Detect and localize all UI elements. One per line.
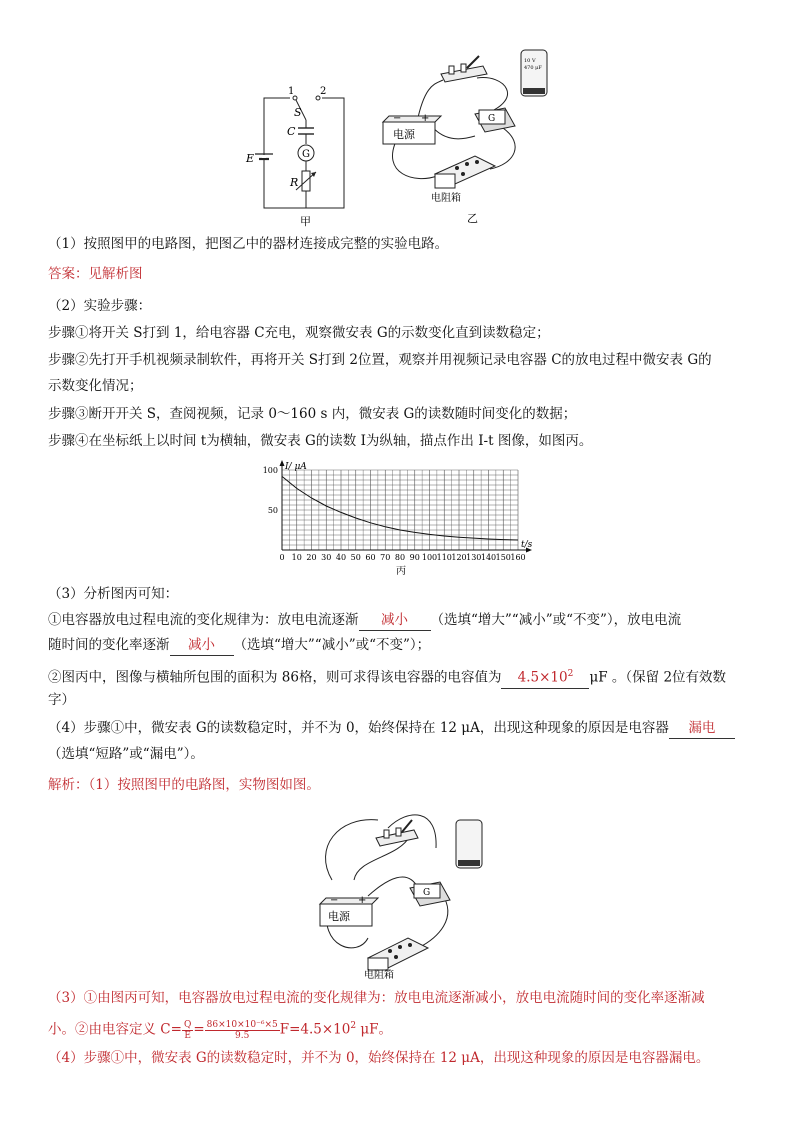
caption-yi: 乙 — [467, 212, 478, 225]
frac-calc — [205, 1020, 280, 1041]
frac-q-over-u — [182, 1020, 193, 1041]
q3-l1-post: （选填“增大”“减小”或“不变”），放电电流 — [430, 612, 682, 628]
y-tick-label: 100 — [262, 466, 278, 475]
unit-end: μF。 — [356, 1021, 393, 1038]
q3-l3-pre: ②图丙中，图像与横轴所包围的面积为 86格，则可求得该电容器的电容值为 — [48, 669, 502, 686]
an-meter-label: G — [423, 888, 431, 898]
unit-f: F=4.5×10 — [279, 1021, 351, 1038]
q3-line2 — [48, 635, 430, 656]
q3-line4: 字） — [48, 692, 75, 708]
power-minus: − — [393, 113, 402, 124]
q3-blank2: 减小 — [170, 635, 234, 656]
label-pos1: 1 — [288, 86, 295, 97]
svg-text:−: − — [330, 895, 339, 906]
analysis-a3-l2 — [48, 1016, 392, 1041]
x-tick-label: 90 — [409, 553, 420, 562]
analysis-physical-figure — [318, 808, 498, 980]
physical-setup-yi — [375, 44, 565, 226]
q2-step1: 步骤①将开关 S打到 1，给电容器 C充电，观察微安表 G的示数变化直到读数稳定； — [48, 325, 550, 341]
x-tick-label: 20 — [306, 553, 317, 562]
q3-l2-pre: 随时间的变化率逐渐 — [48, 637, 170, 653]
y-axis-arrow — [280, 460, 285, 466]
y-tick-label: 50 — [267, 506, 278, 515]
q3-l1-pre: ①电容器放电过程电流的变化规律为：放电电流逐渐 — [48, 612, 359, 628]
q3-line3 — [48, 664, 726, 689]
an-box-label: 电阻箱 — [364, 970, 394, 980]
q2-step3: 步骤③断开开关 S，查阅视频，记录 0～160 s 内，微安表 G的读数随时间变化的数据； — [48, 406, 577, 422]
x-tick-label: 80 — [394, 553, 406, 562]
x-tick-label: 0 — [279, 553, 285, 562]
x-tick-label: 70 — [380, 553, 391, 562]
cap-label: 10 V 470 μF — [524, 58, 542, 71]
label-galvanometer: G — [302, 149, 310, 160]
y-axis-label: I/ μA — [285, 462, 307, 472]
q3-blank3-sup: 2 — [567, 669, 574, 679]
q3-blank3-val: 4.5×10 — [517, 669, 568, 686]
x-tick-label: 160 — [510, 553, 526, 562]
x-tick-label: 150 — [495, 553, 511, 562]
label-capacitor: C — [287, 125, 296, 138]
unit-sup: 2 — [350, 1021, 357, 1031]
q4-blank: 漏电 — [669, 718, 735, 739]
power-plus: + — [421, 113, 430, 124]
x-tick-label: 120 — [451, 553, 467, 562]
svg-text:+: + — [358, 895, 367, 906]
q4-line2: （选填“短路”或“漏电”）。 — [48, 746, 204, 762]
q4-line1 — [48, 718, 735, 739]
label-resistor: R — [290, 176, 299, 189]
analysis-a4: （4）步骤①中，微安表 G的读数稳定时，并不为 0，始终保持在 12 μA，出现这种现象的原因是电容器漏电。 — [48, 1050, 710, 1066]
circuit-diagram-jia — [240, 80, 360, 228]
q3-line1 — [48, 610, 681, 631]
frac1-den: E — [184, 1030, 191, 1041]
q3-blank1: 减小 — [359, 610, 431, 631]
frac2-num: 86×10×10⁻⁶×5 — [206, 1019, 278, 1030]
label-pos2: 2 — [320, 86, 327, 97]
q3-heading: （3）分析图丙可知： — [48, 586, 179, 602]
q3-l2-post: （选填“增大”“减小”或“不变”）； — [233, 637, 431, 653]
eq-sign: = — [193, 1021, 205, 1038]
q2-step2b: 示数变化情况； — [48, 378, 143, 394]
a3-l2-pre: 小。②由电容定义 C= — [48, 1021, 182, 1038]
x-tick-label: 40 — [335, 553, 347, 562]
x-tick-label: 30 — [321, 553, 332, 562]
x-tick-label: 60 — [365, 553, 376, 562]
q2-heading: （2）实验步骤： — [48, 298, 152, 314]
analysis-a3-l1: （3）①由图丙可知，电容器放电过程电流的变化规律为：放电电流逐渐减小，放电电流随时间的变化率逐渐减 — [48, 990, 705, 1006]
x-tick-label: 140 — [480, 553, 497, 562]
an-power-label: 电源 — [328, 910, 350, 923]
frac1-num: Q — [183, 1019, 192, 1030]
frac2-den: 9.5 — [235, 1030, 250, 1041]
power-label: 电源 — [393, 128, 415, 141]
chart-caption: 丙 — [396, 566, 406, 577]
x-tick-label: 110 — [436, 553, 452, 562]
analysis-l1: 解析：（1）按照图甲的电路图，实物图如图。 — [48, 777, 320, 793]
q3-l3-post: μF 。（保留 2位有效数 — [589, 669, 727, 686]
q4-l1-pre: （4）步骤①中，微安表 G的读数稳定时，并不为 0，始终保持在 12 μA，出现这种现象的原因是电容器 — [48, 720, 669, 736]
x-axis-label: t/s — [521, 540, 533, 550]
q1-answer: 答案：见解析图 — [48, 266, 143, 282]
x-tick-label: 50 — [350, 553, 361, 562]
x-tick-label: 130 — [466, 553, 482, 562]
q3-blank3 — [501, 664, 589, 689]
label-battery: E — [246, 152, 255, 165]
x-tick-label: 100 — [421, 553, 438, 562]
q2-step4: 步骤④在坐标纸上以时间 t为横轴，微安表 G的读数 I为纵轴，描点作出 I-t 图像，如图丙。 — [48, 433, 593, 449]
label-switch: S — [294, 106, 302, 119]
q2-step2a: 步骤②先打开手机视频录制软件，再将开关 S打到 2位置，观察并用视频记录电容器 C的放电过程中微安表 G的 — [48, 352, 712, 368]
meter-label: G — [488, 114, 496, 124]
box-label: 电阻箱 — [431, 193, 461, 204]
i-t-chart — [256, 460, 546, 578]
caption-jia: 甲 — [300, 215, 311, 228]
q1-text: （1）按照图甲的电路图，把图乙中的器材连接成完整的实验电路。 — [48, 236, 449, 252]
x-tick-label: 10 — [291, 553, 302, 562]
